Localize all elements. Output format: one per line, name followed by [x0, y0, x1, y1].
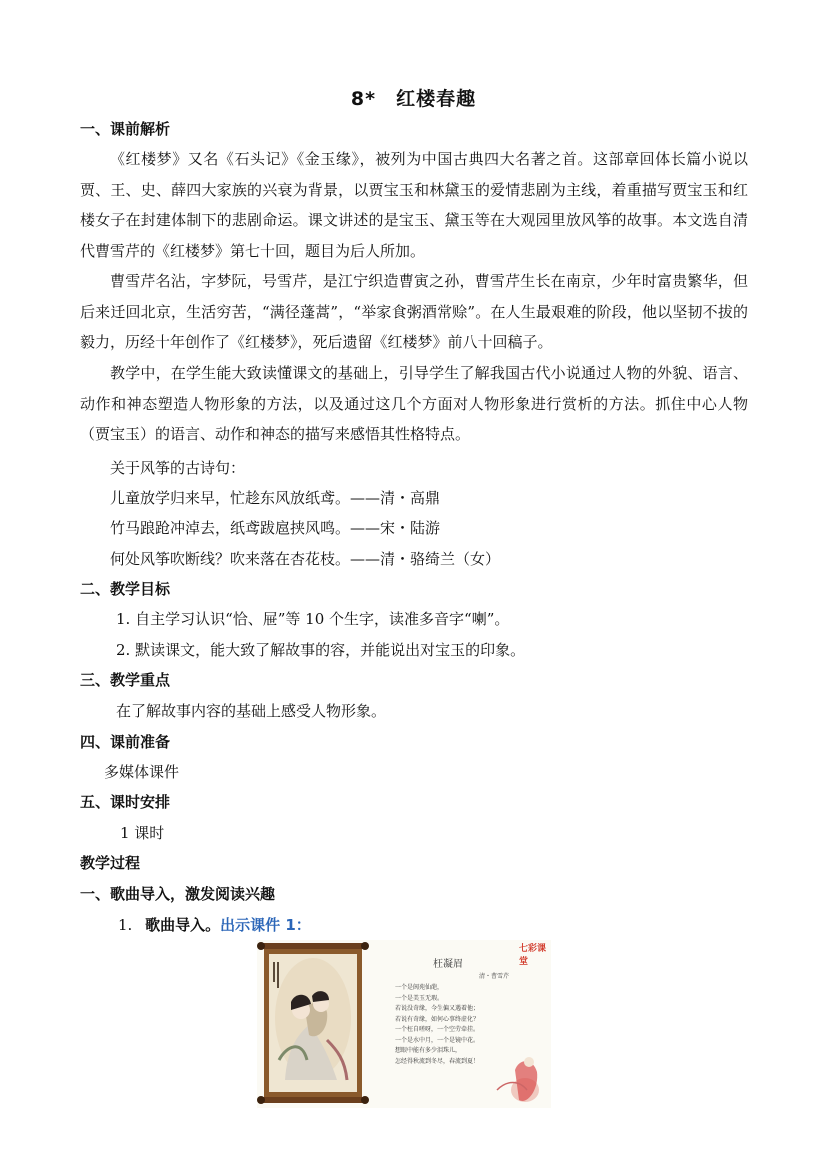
poem-line: 竹马踉跄冲淖去，纸鸢跋扈挟风鸣。——宋・陆游 — [110, 519, 441, 537]
poem-line: 儿童放学归来早，忙趁东风放纸鸢。——清・高鼎 — [110, 489, 441, 507]
slide-poem-lines — [395, 983, 479, 1067]
scroll-top-rod — [262, 943, 364, 949]
schedule-text: 1 课时 — [120, 824, 165, 842]
section-heading-analysis: 一、课前解析 — [80, 120, 171, 138]
slide-poem-line: 一个是美玉无瑕。 — [395, 994, 444, 1002]
paragraph-author: 曹雪芹名沾，字梦阮，号雪芹，是江宁织造曹寅之孙，曹雪芹生长在南京，少年时富贵繁华，但后来迁回北京，生活穷苦，“满径蓬蒿”，“举家食粥酒常赊”。在人生最艰难的阶段，他以坚韧不拔的毅力，历经十年创作了《红楼梦》，死后遗留《红楼梦》前八十回稿子。 — [80, 272, 748, 351]
slide-poem-line: 想眼中能有多少泪珠儿， — [395, 1047, 462, 1054]
step-line — [118, 914, 311, 935]
section-heading-focus: 三、教学重点 — [80, 671, 171, 689]
paragraph-teaching: 教学中，在学生能大致读懂课文的基础上，引导学生了解我国古代小说通过人物的外貌、语言、动作和神态塑造人物形象的方法，以及通过这几个方面对人物形象进行赏析的方法。抓住中心人物（贾宝玉）的语言、动作和神态的描写来感悟其性格特点。 — [80, 364, 748, 443]
courseware-link[interactable]: 出示课件 1： — [220, 916, 311, 934]
section-heading-schedule: 五、课时安排 — [80, 793, 171, 811]
slide-poem-line: 一个是水中月，一个是镜中花。 — [395, 1036, 480, 1044]
paragraph-intro: 《红楼梦》又名《石头记》《金玉缘》，被列为中国古典四大名著之首。这部章回体长篇小说以贾、王、史、薛四大家族的兴衰为背景，以贾宝玉和林黛玉的爱情悲剧为主线，着重描写贾宝玉和红楼女子在封建体制下的悲剧命运。课文讲述的是宝玉、黛玉等在大观园里放风筝的故事。本文选自清代曹雪芹的《红楼梦》第七十回，题目为后人所加。 — [80, 150, 748, 260]
slide-poem-line: 若说有奇缘，如何心事终虚化？ — [395, 1015, 480, 1023]
poem-line: 何处风筝吹断线？吹来落在杏花枝。——清・骆绮兰（女） — [110, 550, 501, 568]
slide-poem-line: 若说没奇缘，今生偏又遇着他； — [395, 1005, 480, 1012]
lesson-title: 8* 红楼春趣 — [350, 88, 477, 110]
slide-poem-line: 怎经得秋流到冬尽，春流到夏！ — [395, 1057, 480, 1065]
slide-poem-line: 一个枉自嗟呀，一个空劳牵挂。 — [395, 1026, 480, 1033]
goal-item: 2. 默读课文，能大致了解故事的容，并能说出对宝玉的印象。 — [116, 641, 526, 659]
poem-intro: 关于风筝的古诗句： — [110, 459, 246, 477]
section-heading-preparation: 四、课前准备 — [80, 733, 171, 751]
step-number: 1. — [118, 916, 133, 934]
preparation-text: 多媒体课件 — [104, 763, 180, 781]
slide-logo: 七彩课堂 — [519, 944, 547, 967]
section-heading-goals: 二、教学目标 — [80, 580, 171, 598]
slide-poem-author: 清・曹雪芹 — [479, 973, 510, 980]
slide-poem-line: 一个是阆苑仙葩， — [395, 984, 444, 991]
step-text: 歌曲导入。 — [145, 916, 221, 934]
courseware-slide-image — [257, 940, 551, 1108]
focus-text: 在了解故事内容的基础上感受人物形象。 — [116, 702, 387, 720]
process-subheading: 一、歌曲导入，激发阅读兴趣 — [80, 885, 276, 903]
slide-poem-title: 枉凝眉 — [433, 959, 463, 970]
scroll-bottom-rod — [262, 1097, 364, 1103]
process-heading: 教学过程 — [80, 854, 141, 872]
goal-item: 1. 自主学习认识“恰、屉”等 10 个生字，读准多音字“喇”。 — [116, 610, 510, 628]
